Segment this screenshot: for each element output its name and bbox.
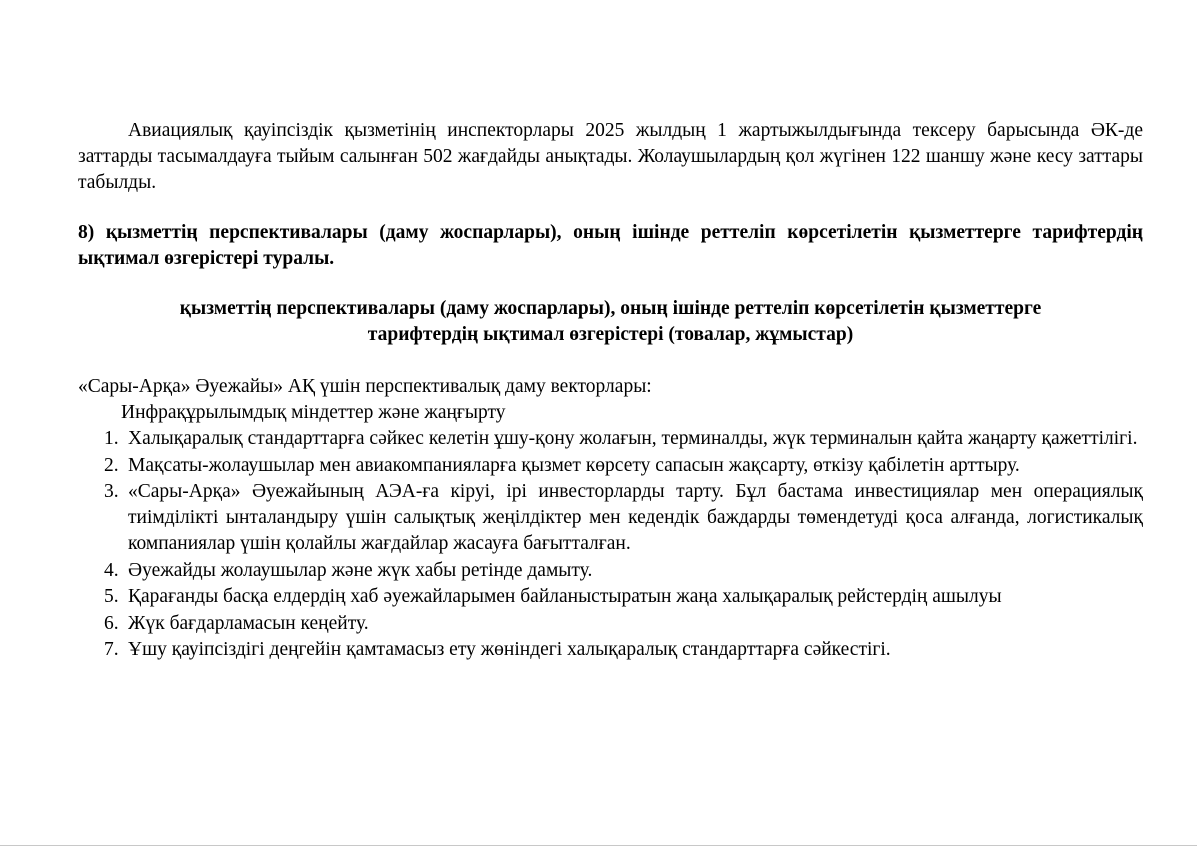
list-item	[78, 611, 1143, 637]
list-item	[78, 637, 1143, 663]
list-item-text: «Сары-Арқа» Әуежайының АЭА-ға кіруі, ірі инвесторларды тарту. Бұл бастама инвестициялар мен операциялық тиімділікті ынталандыру үшін салықтық жеңілдіктер мен кедендік баждарды төмендетуді қоса алғанда, логистикалық компаниялар үшін қолайлы жағдайлар жасауға бағытталған.	[128, 481, 1143, 554]
list-item-text: Халықаралық стандарттарға сәйкес келетін ұшу-қону жолағын, терминалды, жүк терминалын қайта жаңарту қажеттілігі.	[128, 428, 1138, 449]
list-item-text: Ұшу қауіпсіздігі деңгейін қамтамасыз ету жөніндегі халықаралық стандарттарға сәйкестігі.	[128, 639, 891, 660]
subtitle-line: Инфрақұрылымдық міндеттер және жаңғырту	[121, 402, 506, 423]
document-page	[78, 118, 1143, 664]
list-item	[78, 453, 1143, 479]
list-item-number: 6.	[104, 612, 119, 634]
centered-heading	[78, 296, 1143, 348]
list-item-number: 3.	[104, 481, 119, 502]
list-item	[78, 479, 1143, 557]
list-item-text: Қарағанды басқа елдердің хаб әуежайларымен байланыстыратын жаңа халықаралық рейстердің ашылуы	[128, 586, 1002, 607]
list-item-number: 1.	[104, 428, 119, 449]
body-paragraph: Авиациялық қауіпсіздік қызметінің инспекторлары 2025 жылдың 1 жартыжылдығында тексеру барысында ӘК-де заттарды тасымалдауға тыйым салынған 502 жағдайды анықтады. Жолаушылардың қол жүгінен 122 шаншу және кесу заттары табылды.	[78, 120, 1143, 193]
list-item-text: Әуежайды жолаушылар және жүк хабы ретінде дамыту.	[128, 559, 593, 581]
centered-heading-line-2: тарифтердің ықтимал өзгерістері (товалар, жұмыстар)	[367, 324, 854, 345]
list-item	[78, 558, 1143, 584]
list-item-number: 7.	[104, 639, 119, 660]
numbered-list	[78, 426, 1143, 663]
list-item-number: 5.	[104, 586, 119, 607]
centered-heading-line-1: қызметтің перспективалары (даму жоспарлары), оның ішінде реттеліп көрсетілетін қызметтерге	[179, 298, 1042, 319]
list-item-text: Мақсаты-жолаушылар мен авиакомпанияларға қызмет көрсету сапасын жақсарту, өткізу қабілетін арттыру.	[128, 454, 1020, 476]
section-heading: 8) қызметтің перспективалары (даму жоспарлары), оның ішінде реттеліп көрсетілетін қызметтерге тарифтердің ықтимал өзгерістері туралы.	[78, 222, 1143, 269]
list-item	[78, 426, 1143, 452]
list-item-number: 4.	[104, 559, 119, 581]
list-item	[78, 584, 1143, 610]
list-item-number: 2.	[104, 454, 119, 476]
page-bottom-divider	[0, 845, 1197, 846]
list-item-text: Жүк бағдарламасын кеңейту.	[128, 612, 369, 634]
intro-line: «Сары-Арқа» Әуежайы» АҚ үшін перспективалық даму векторлары:	[78, 376, 652, 397]
